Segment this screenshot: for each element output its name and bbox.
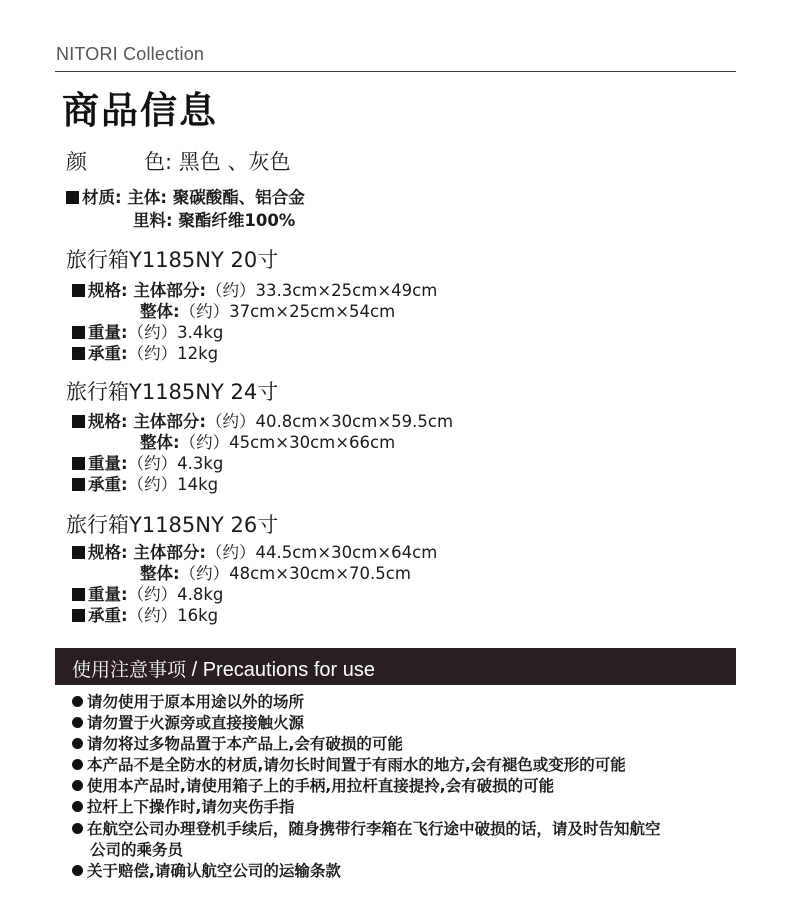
load-value: （约）14kg: [127, 475, 219, 494]
square-bullet-icon: [66, 191, 79, 204]
square-bullet-icon: [72, 284, 85, 297]
spec-body-label: 主体部分:: [133, 412, 206, 431]
load-label: 承重:: [88, 606, 128, 625]
bullet-dot-icon: [72, 801, 83, 812]
precautions-heading-zh: 使用注意事项: [72, 659, 187, 681]
model-title: 旅行箱Y1185NY 20寸: [66, 248, 279, 272]
color-row: [66, 146, 290, 176]
load-row: [72, 602, 218, 626]
square-bullet-icon: [72, 609, 85, 622]
precaution-text: 请勿置于火源旁或直接接触火源: [87, 714, 305, 732]
spec-label: 规格:: [88, 281, 128, 300]
bullet-dot-icon: [72, 823, 83, 834]
precautions-heading-sep: /: [186, 659, 203, 681]
precaution-item: [72, 753, 626, 775]
precaution-text: 请勿将过多物品置于本产品上,会有破损的可能: [87, 735, 403, 753]
precaution-item: [72, 732, 403, 754]
material-label: 材质:: [82, 188, 122, 207]
spec-label: 规格:: [88, 412, 128, 431]
spec-whole-value: （约）45cm×30cm×66cm: [179, 433, 396, 452]
precaution-item: [72, 817, 661, 839]
material-main-value: 聚碳酸酯、铝合金: [172, 188, 305, 207]
bullet-dot-icon: [72, 696, 83, 707]
spec-body-label: 主体部分:: [133, 543, 206, 562]
square-bullet-icon: [72, 588, 85, 601]
precaution-item: [72, 859, 341, 881]
weight-label: 重量:: [88, 323, 128, 342]
material-main-row: [66, 184, 305, 208]
load-label: 承重:: [88, 475, 128, 494]
precaution-item: [72, 774, 554, 796]
square-bullet-icon: [72, 478, 85, 491]
bullet-dot-icon: [72, 780, 83, 791]
precaution-text: 关于赔偿,请确认航空公司的运输条款: [87, 862, 341, 880]
spec-body-value: （约）44.5cm×30cm×64cm: [205, 543, 438, 562]
precaution-text: 本产品不是全防水的材质,请勿长时间置于有雨水的地方,会有褪色或变形的可能: [87, 756, 626, 774]
bullet-dot-icon: [72, 738, 83, 749]
square-bullet-icon: [72, 347, 85, 360]
precaution-text: 请勿使用于原本用途以外的场所: [87, 693, 305, 711]
bullet-dot-icon: [72, 717, 83, 728]
bullet-dot-icon: [72, 759, 83, 770]
model-title: 旅行箱Y1185NY 24寸: [66, 380, 279, 404]
precaution-item: [72, 711, 304, 733]
square-bullet-icon: [72, 457, 85, 470]
spec-whole-label: 整体:: [140, 564, 180, 583]
load-value: （约）12kg: [127, 344, 219, 363]
page-title: 商品信息: [62, 89, 218, 132]
precautions-heading-en: Precautions for use: [202, 659, 376, 681]
spec-whole-label: 整体:: [140, 433, 180, 452]
precaution-text: 在航空公司办理登机手续后，随身携带行李箱在飞行途中破损的话，请及时告知航空: [87, 820, 661, 838]
load-row: [72, 340, 218, 364]
spec-body-value: （约）40.8cm×30cm×59.5cm: [205, 412, 454, 431]
spec-whole-value: （约）37cm×25cm×54cm: [179, 302, 396, 321]
material-lining-value: 聚酯纤维100%: [178, 211, 296, 230]
color-value: 黑色 、灰色: [178, 150, 291, 174]
precautions-heading: [72, 655, 375, 682]
model-title: 旅行箱Y1185NY 26寸: [66, 513, 279, 537]
material-lining-row: [133, 207, 295, 231]
spec-label: 规格:: [88, 543, 128, 562]
weight-value: （约）3.4kg: [127, 323, 224, 342]
weight-label: 重量:: [88, 454, 128, 473]
color-label-b: 色:: [144, 150, 173, 174]
precaution-item: [72, 795, 294, 817]
weight-value: （约）4.8kg: [127, 585, 224, 604]
load-label: 承重:: [88, 344, 128, 363]
color-label-a: 颜: [66, 150, 87, 174]
precaution-item: [72, 690, 304, 712]
brand-name: NITORI Collection: [56, 44, 205, 64]
spec-whole-value: （约）48cm×30cm×70.5cm: [179, 564, 411, 583]
spec-body-value: （约）33.3cm×25cm×49cm: [205, 281, 438, 300]
spec-body-label: 主体部分:: [133, 281, 206, 300]
spec-whole-label: 整体:: [140, 302, 180, 321]
weight-label: 重量:: [88, 585, 128, 604]
material-lining-label: 里料:: [133, 211, 173, 230]
header-divider: [55, 71, 736, 72]
weight-value: （约）4.3kg: [127, 454, 224, 473]
precaution-text: 使用本产品时,请使用箱子上的手柄,用拉杆直接提拎,会有破损的可能: [87, 777, 555, 795]
bullet-dot-icon: [72, 865, 83, 876]
square-bullet-icon: [72, 326, 85, 339]
load-value: （约）16kg: [127, 606, 219, 625]
material-main-label: 主体:: [127, 188, 167, 207]
square-bullet-icon: [72, 415, 85, 428]
square-bullet-icon: [72, 546, 85, 559]
precaution-item-continuation: 公司的乘务员: [90, 841, 184, 859]
precaution-text: 拉杆上下操作时,请勿夹伤手指: [87, 798, 295, 816]
load-row: [72, 471, 218, 495]
